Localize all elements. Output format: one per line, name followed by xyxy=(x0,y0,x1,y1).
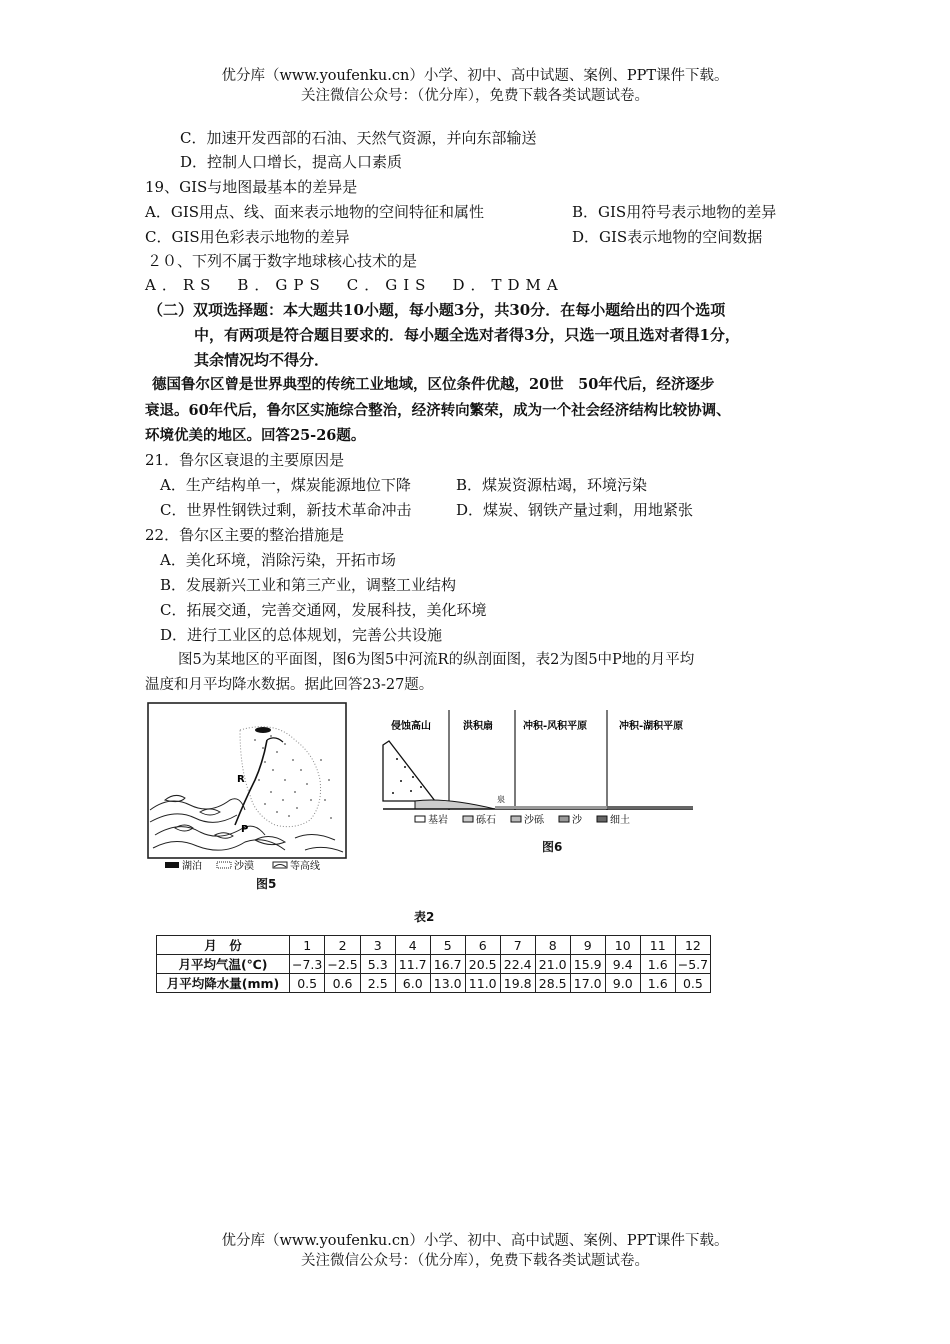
q21-option-b: B．煤炭资源枯竭，环境污染 xyxy=(456,476,648,494)
month-cell: 1 xyxy=(290,936,325,955)
zone-eroded-mountains: 侵蚀高山 xyxy=(391,721,431,732)
legend-lake: 湖泊 xyxy=(182,861,202,872)
month-cell: 6 xyxy=(465,936,500,955)
legend-fine-soil: 细土 xyxy=(610,815,630,826)
legend-fine-soil-swatch xyxy=(597,816,607,822)
table-row-precipitation xyxy=(157,974,711,993)
place-label-p: P xyxy=(241,824,249,835)
legend-gravel-swatch xyxy=(463,816,473,822)
q22-option-d: D．进行工业区的总体规划，完善公共设施 xyxy=(160,626,443,644)
table-cell: 9.0 xyxy=(605,974,640,993)
header-line-2: 关注微信公众号：（优分库），免费下载各类试题试卷。 xyxy=(301,88,649,104)
q22-option-a: A．美化环境，消除污染，开拓市场 xyxy=(160,551,396,569)
section2-line-2: 中，有两项是符合题目要求的．每小题全选对者得3分，只选一项且选对者得1分， xyxy=(194,326,740,344)
month-cell: 5 xyxy=(430,936,465,955)
figure-5-caption: 图5 xyxy=(256,877,277,891)
q21-stem: 21．鲁尔区衰退的主要原因是 xyxy=(145,451,345,469)
table-row-temperature xyxy=(157,955,711,974)
lake xyxy=(255,727,271,733)
table-cell: 11.7 xyxy=(395,955,430,974)
table-cell: 15.9 xyxy=(570,955,605,974)
table-cell: 11.0 xyxy=(465,974,500,993)
table-2 xyxy=(156,935,711,993)
fine-soil-layer xyxy=(607,806,693,809)
zone-alluvial-lacustrine-plain: 冲积-湖积平原 xyxy=(619,721,684,732)
passage-line-1: 德国鲁尔区曾是世界典型的传统工业地域，区位条件优越，20世 50年代后，经济逐步 xyxy=(152,376,715,393)
q19-stem: 19、GIS与地图最基本的差异是 xyxy=(145,178,358,196)
table-cell: 21.0 xyxy=(535,955,570,974)
passage-line-2: 衰退。60年代后，鲁尔区实施综合整治，经济转向繁荣，成为一个社会经济结构比较协调、 xyxy=(145,402,731,419)
table-cell: 0.5 xyxy=(675,974,710,993)
table-cell: 0.6 xyxy=(325,974,360,993)
table-cell: 16.7 xyxy=(430,955,465,974)
month-cell: 9 xyxy=(570,936,605,955)
table-cell: 0.5 xyxy=(290,974,325,993)
legend-lake-swatch xyxy=(165,862,179,868)
legend-sandy-gravel-swatch xyxy=(511,816,521,822)
table-cell: −2.5 xyxy=(325,955,360,974)
table-cell: 2.5 xyxy=(360,974,395,993)
figure-6-profile xyxy=(375,705,695,835)
table-cell: 5.3 xyxy=(360,955,395,974)
gravel-fan xyxy=(415,800,495,809)
table-cell: 6.0 xyxy=(395,974,430,993)
legend-bedrock: 基岩 xyxy=(428,815,448,826)
q21-option-d: D．煤炭、钢铁产量过剩，用地紧张 xyxy=(456,501,694,519)
table-2-title: 表2 xyxy=(414,910,435,924)
table-cell: 9.4 xyxy=(605,955,640,974)
q19-option-c: C．GIS用色彩表示地物的差异 xyxy=(145,228,350,246)
zone-alluvial-aeolian-plain: 冲积-风积平原 xyxy=(523,721,588,732)
zone-alluvial-fan: 洪积扇 xyxy=(463,721,493,732)
month-cell: 4 xyxy=(395,936,430,955)
sand-layer xyxy=(495,806,607,809)
table-cell: 1.6 xyxy=(640,955,675,974)
q19-option-b: B．GIS用符号表示地物的差异 xyxy=(572,203,777,221)
table-cell: 20.5 xyxy=(465,955,500,974)
figure-5-map xyxy=(145,700,355,890)
legend-contour: 等高线 xyxy=(290,861,320,872)
legend-desert-swatch xyxy=(217,862,231,868)
legend-gravel: 砾石 xyxy=(476,815,496,826)
q19-option-d: D．GIS表示地物的空间数据 xyxy=(572,228,763,246)
month-cell: 11 xyxy=(640,936,675,955)
section2-line-3: 其余情况均不得分． xyxy=(194,351,330,369)
row-label-temperature: 月平均气温(℃) xyxy=(157,955,290,974)
table-cell: −7.3 xyxy=(290,955,325,974)
table-cell: 1.6 xyxy=(640,974,675,993)
footer-line-2: 关注微信公众号：（优分库），免费下载各类试题试卷。 xyxy=(301,1253,649,1269)
legend-bedrock-swatch xyxy=(415,816,425,822)
intro-line-1: 图5为某地区的平面图，图6为图5中河流R的纵剖面图，表2为图5中P地的月平均 xyxy=(178,652,695,668)
q20-stem: ２０、下列不属于数字地球核心技术的是 xyxy=(147,252,418,270)
q20-options: A．RS B．GPS C．GIS D．TDMA xyxy=(145,276,564,294)
q21-option-a: A．生产结构单一，煤炭能源地位下降 xyxy=(160,476,411,494)
table-cell: 19.8 xyxy=(500,974,535,993)
spring-label: 泉 xyxy=(497,795,505,804)
intro-line-2: 温度和月平均降水数据。据此回答23-27题。 xyxy=(145,677,434,693)
legend-sand-swatch xyxy=(559,816,569,822)
table-cell: 17.0 xyxy=(570,974,605,993)
figure-6-caption: 图6 xyxy=(542,840,563,854)
month-cell: 2 xyxy=(325,936,360,955)
q22-stem: 22．鲁尔区主要的整治措施是 xyxy=(145,526,345,544)
section2-line-1: （二）双项选择题：本大题共10小题，每小题3分，共30分．在每小题给出的四个选项 xyxy=(148,301,726,319)
month-cell: 8 xyxy=(535,936,570,955)
q19-option-a: A．GIS用点、线、面来表示地物的空间特征和属性 xyxy=(145,203,485,221)
month-cell: 7 xyxy=(500,936,535,955)
month-cell: 12 xyxy=(675,936,710,955)
month-cell: 10 xyxy=(605,936,640,955)
table-cell: −5.7 xyxy=(675,955,710,974)
q18-option-c: C．加速开发西部的石油、天然气资源，并向东部输送 xyxy=(180,129,537,147)
legend-sandy-gravel: 沙砾 xyxy=(524,815,544,826)
header-line-1: 优分库（www.youfenku.cn）小学、初中、高中试题、案例、PPT课件下载。 xyxy=(221,68,729,84)
table-cell: 13.0 xyxy=(430,974,465,993)
q22-option-b: B．发展新兴工业和第三产业，调整工业结构 xyxy=(160,576,457,594)
q21-option-c: C．世界性钢铁过剩，新技术革命冲击 xyxy=(160,501,412,519)
table-header-row xyxy=(157,936,711,955)
passage-line-3: 环境优美的地区。回答25-26题。 xyxy=(145,427,366,444)
river-label-r: R xyxy=(237,774,245,785)
table-cell: 22.4 xyxy=(500,955,535,974)
row-label-precipitation: 月平均降水量(mm) xyxy=(157,974,290,993)
q18-option-d: D．控制人口增长，提高人口素质 xyxy=(180,153,403,171)
legend-desert: 沙漠 xyxy=(234,861,254,872)
table-cell: 28.5 xyxy=(535,974,570,993)
legend-sand: 沙 xyxy=(572,815,582,826)
month-cell: 3 xyxy=(360,936,395,955)
bedrock-mountain xyxy=(383,741,435,801)
header-month-label: 月 份 xyxy=(157,936,290,955)
q22-option-c: C．拓展交通，完善交通网，发展科技，美化环境 xyxy=(160,601,487,619)
footer-line-1: 优分库（www.youfenku.cn）小学、初中、高中试题、案例、PPT课件下载。 xyxy=(221,1233,729,1249)
